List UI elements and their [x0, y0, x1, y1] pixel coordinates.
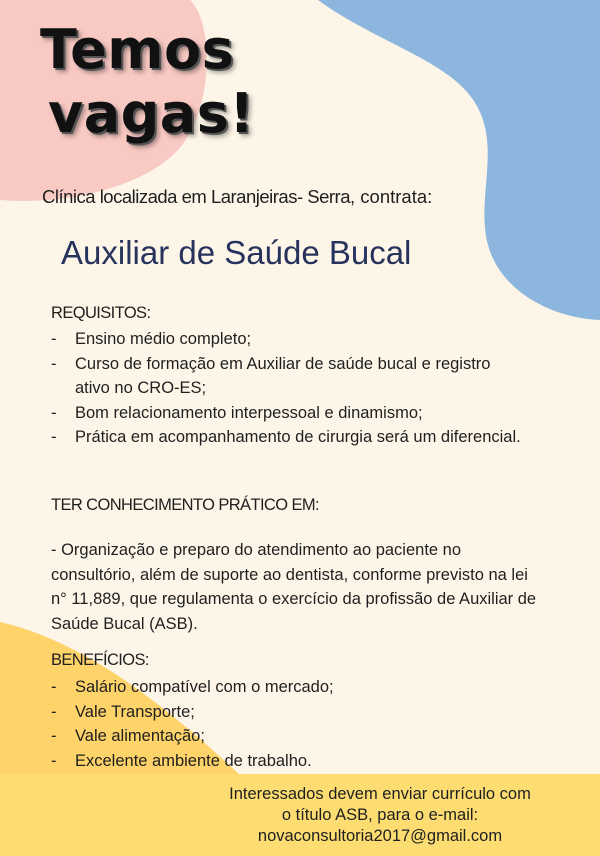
footer-line-2-pre: o título	[281, 806, 336, 824]
intro-text	[42, 186, 432, 208]
benefit-item: - Salário compatível com o mercado;	[51, 675, 521, 700]
knowledge-heading: TER CONHECIMENTO PRÁTICO EM:	[51, 496, 319, 514]
benefit-item: - Vale alimentação;	[51, 724, 521, 749]
blue-blob	[318, 0, 600, 320]
footer-line-1: Interessados devem enviar currículo com	[229, 785, 531, 803]
requirement-item: - Bom relacionamento interpessoal e dinamismo;	[51, 401, 521, 426]
application-instructions	[165, 784, 595, 847]
requirement-item: - Ensino médio completo;	[51, 327, 521, 352]
knowledge-text: - Organização e preparo do atendimento ao paciente no consultório, além de suporte ao dentista, conforme previsto na lei n° 11,889, que regulamenta o exercício da profissão de Auxiliar de Saúde Bucal (ASB).	[51, 541, 537, 633]
requirement-item: - Prática em acompanhamento de cirurgia será um diferencial.	[51, 425, 521, 450]
benefit-item: - Excelente ambiente de trabalho.	[51, 749, 521, 774]
requirements-heading: REQUISITOS:	[51, 304, 151, 322]
subject-code: ASB	[335, 806, 369, 824]
requirement-item: - Curso de formação em Auxiliar de saúde bucal e registro ativo no CRO-ES;	[51, 352, 521, 401]
clinic-location: Clínica localizada em Laranjeiras- Serra	[42, 186, 351, 207]
headline-line-1: Temos	[40, 18, 235, 81]
contact-email[interactable]: novaconsultoria2017@gmail.com	[257, 827, 503, 845]
intro-action: , contrata:	[350, 186, 433, 207]
benefits-list	[51, 675, 521, 773]
headline-line-2: vagas!	[48, 82, 255, 145]
job-title: Auxiliar de Saúde Bucal	[61, 234, 412, 271]
footer-line-2	[165, 805, 595, 826]
requirements-list	[51, 327, 521, 450]
footer-line-2-post: , para o e-mail:	[368, 806, 479, 824]
benefit-item: - Vale Transporte;	[51, 700, 521, 725]
headline	[40, 18, 255, 146]
benefits-heading: BENEFÍCIOS:	[51, 651, 149, 669]
